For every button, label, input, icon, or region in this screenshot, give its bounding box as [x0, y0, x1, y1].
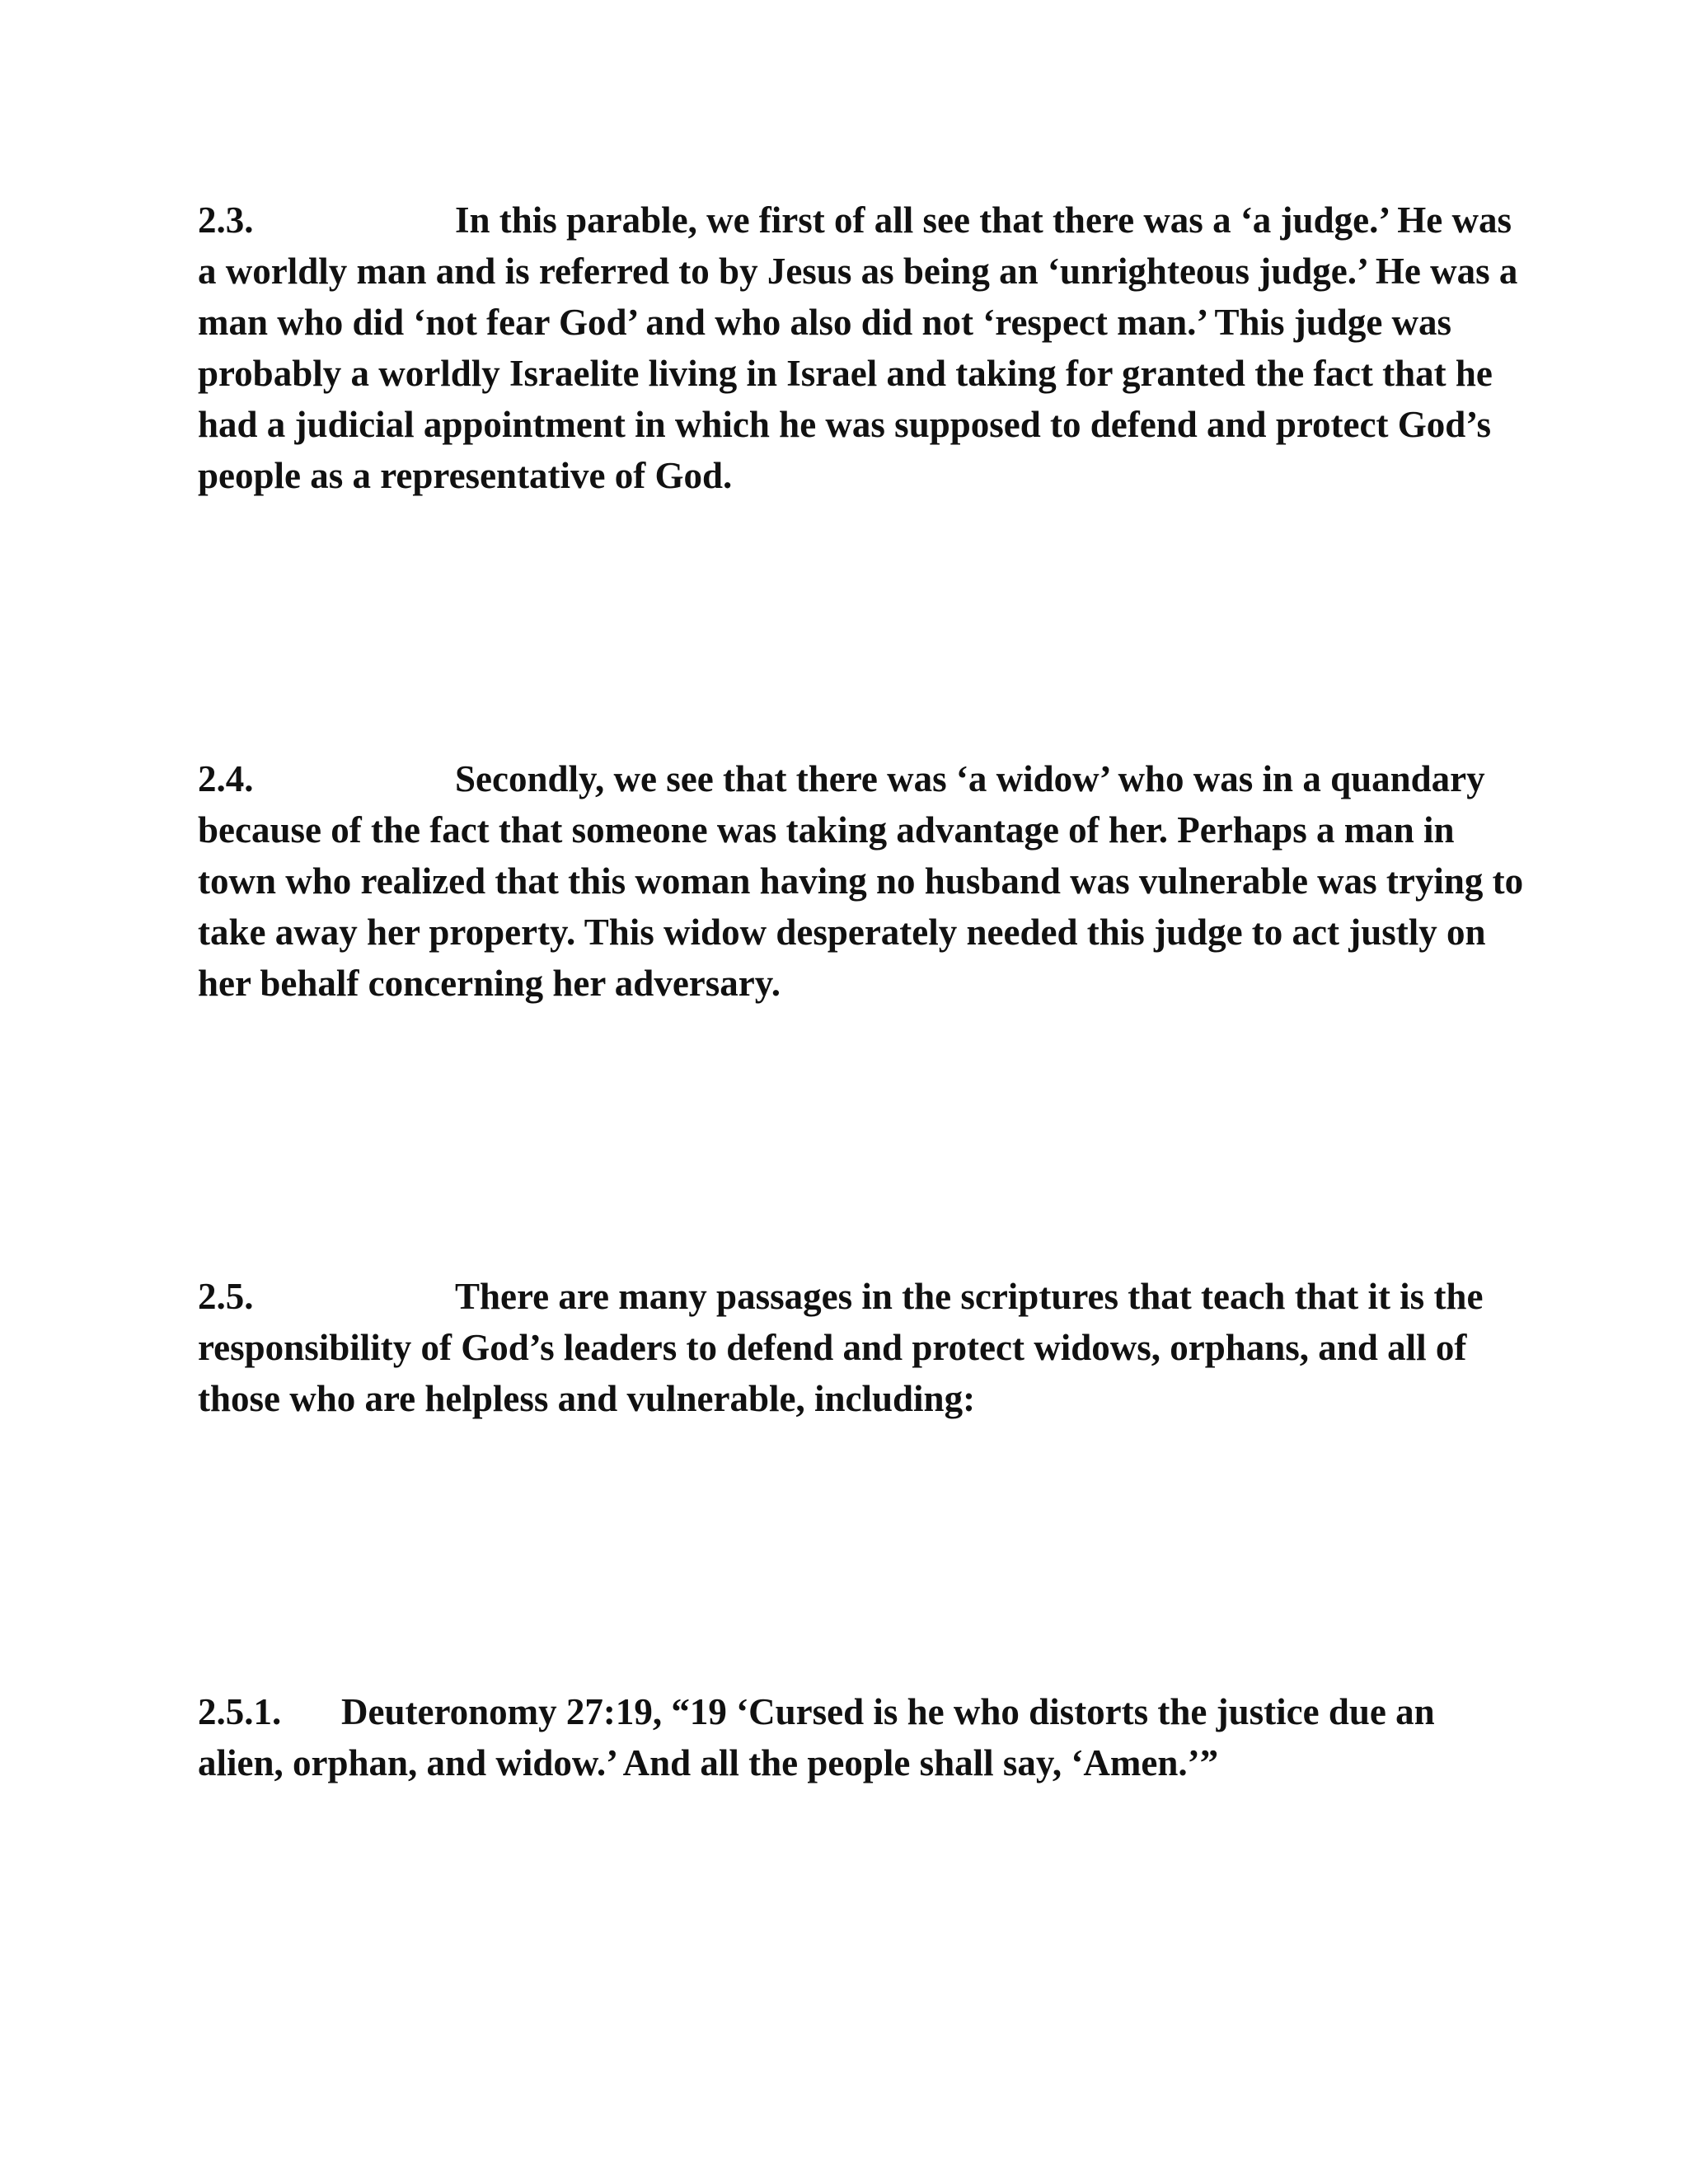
- paragraph-number: 2.3.: [198, 199, 254, 241]
- paragraph-2-5: [198, 1271, 1525, 1424]
- paragraph-number: 2.5.: [198, 1276, 254, 1317]
- paragraph-number: 2.4.: [198, 758, 254, 799]
- paragraph-text: In this parable, we first of all see that there was a ‘a judge.’ He was a worldly man and is referred to by Jesus as being an ‘unrighteous judge.’ He was a man who did ‘not fear God’ and who also did not ‘respect man.’ This judge was probably a worldly Israelite living in Israel and taking for granted the fact that he had a judicial appointment in which he was supposed to defend and protect God’s people as a representative of God.: [198, 199, 1518, 496]
- paragraph-text: There are many passages in the scriptures that teach that it is the responsibility of God’s leaders to defend and protect widows, orphans, and all of those who are helpless and vulnerable, including:: [198, 1276, 1484, 1419]
- paragraph-2-3: [198, 194, 1525, 501]
- paragraph-2-4: [198, 753, 1525, 1009]
- paragraph-number: 2.5.1.: [198, 1691, 282, 1732]
- paragraph-text: Secondly, we see that there was ‘a widow’ who was in a quandary because of the fact that someone was taking advantage of her. Perhaps a man in town who realized that this woman having no husband was vulnerable was trying to take away her property. This widow desperately needed this judge to act justly on her behalf concerning her adversary.: [198, 758, 1524, 1004]
- paragraph-text: Deuteronomy 27:19, “19 ‘Cursed is he who distorts the justice due an alien, orphan, and widow.’ And all the people shall say, ‘Amen.’”: [198, 1691, 1435, 1783]
- paragraph-2-5-1: [198, 1686, 1525, 1788]
